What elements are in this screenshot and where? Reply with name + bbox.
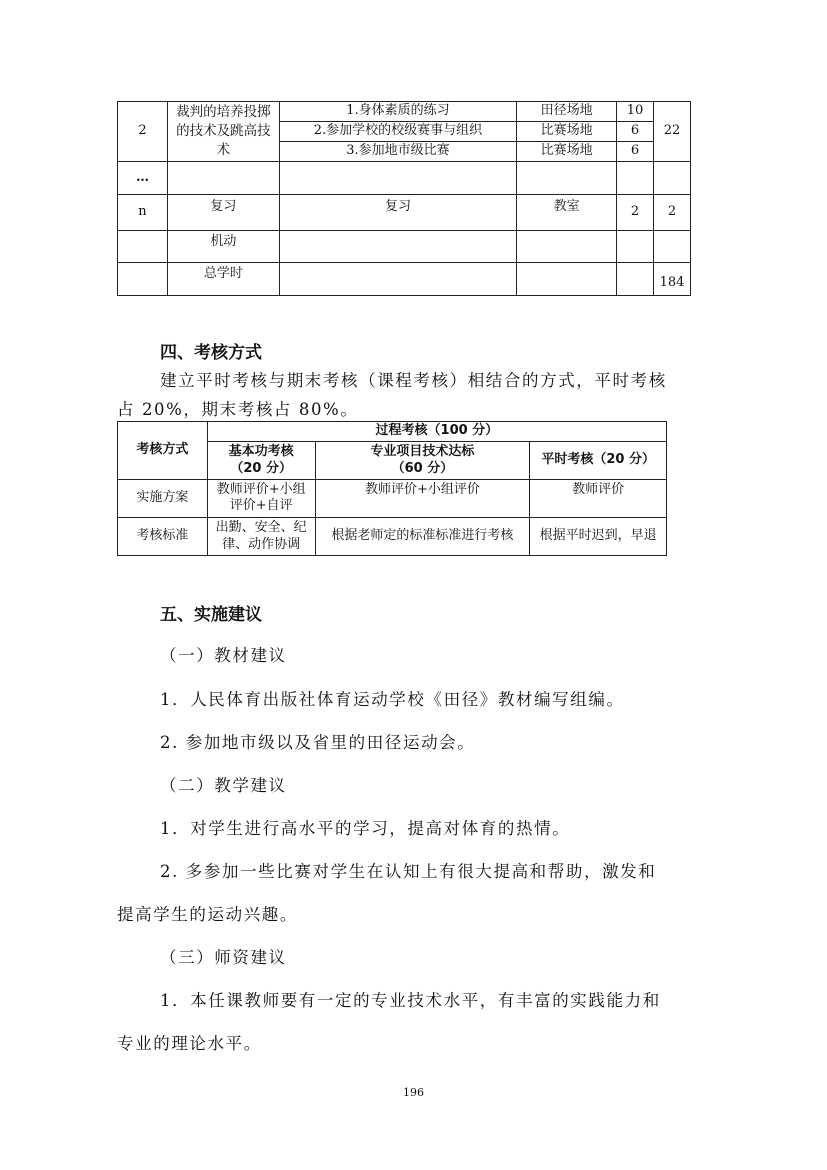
header-cell: 考核方式 [118,422,208,480]
content-cell: 1.身体素质的练习 [279,102,517,122]
paragraph-line: 提高学生的运动兴趣。 [117,905,298,924]
row-label: 实施方案 [118,480,208,518]
header-cell: 专业项目技术达标（60 分） [315,442,530,480]
total-cell [654,231,691,263]
table-row [118,422,667,442]
paragraph-line: 2. 参加地市级以及省里的田径运动会。 [160,733,476,752]
content-cell [279,231,517,263]
table-cell: 教师评价+小组评价 [315,480,530,518]
section-heading: 四、考核方式 [160,343,262,363]
hours-cell: 6 [617,122,654,142]
topic-cell: 复习 [167,195,279,231]
hours-cell: 6 [617,142,654,162]
hours-cell: 2 [617,195,654,231]
subsection-heading: （一）教材建议 [160,646,287,665]
header-cell: 基本功考核（20 分） [207,442,315,480]
table-cell: 根据平时迟到，早退 [530,518,667,556]
row-number: n [118,195,168,231]
table-cell: 教师评价+小组评价+自评 [207,480,315,518]
total-cell: 2 [654,195,691,231]
header-cell: 平时考核（20 分） [530,442,667,480]
paragraph-line: 1．人民体育出版社体育运动学校《田径》教材编写组编。 [160,690,625,709]
paragraph-line: 建立平时考核与期末考核（课程考核）相结合的方式，平时考核 [160,371,667,390]
row-label: 考核标准 [118,518,208,556]
subsection-heading: （三）师资建议 [160,948,287,967]
page-number: 196 [403,1086,424,1099]
hours-cell [617,162,654,195]
content-cell: 3.参加地市级比赛 [279,142,517,162]
place-cell [517,263,617,296]
content-cell: 复习 [279,195,517,231]
table-row [118,102,691,122]
total-cell: 22 [654,102,691,162]
subsection-heading: （二）教学建议 [160,776,287,795]
place-cell [517,231,617,263]
table-row [118,263,691,296]
total-cell [654,162,691,195]
content-cell [279,162,517,195]
place-cell: 田径场地 [517,102,617,122]
place-cell: 比赛场地 [517,122,617,142]
table-cell: 出勤、安全、纪律、动作协调 [207,518,315,556]
hours-cell: 10 [617,102,654,122]
schedule-table [117,101,691,296]
paragraph-line: 1．本任课教师要有一定的专业技术水平，有丰富的实践能力和 [160,991,661,1010]
hours-cell [617,231,654,263]
table-row [118,162,691,195]
section-heading: 五、实施建议 [160,605,262,625]
table-cell: 教师评价 [530,480,667,518]
total-cell: 184 [654,263,691,296]
table-row [118,480,667,518]
topic-cell [167,162,279,195]
hours-cell [617,263,654,296]
paragraph-line: 1．对学生进行高水平的学习，提高对体育的热情。 [160,819,571,838]
paragraph-line: 占 20%，期末考核占 80%。 [117,400,359,419]
paragraph-line: 2. 多参加一些比赛对学生在认知上有很大提高和帮助，激发和 [160,862,657,881]
row-number [118,263,168,296]
place-cell: 比赛场地 [517,142,617,162]
row-number: … [118,162,168,195]
table-row [118,518,667,556]
table-row [118,231,691,263]
content-cell: 2.参加学校的校级赛事与组织 [279,122,517,142]
row-number [118,231,168,263]
table-cell: 根据老师定的标准标准进行考核 [315,518,530,556]
assessment-table [117,421,667,556]
topic-cell: 机动 [167,231,279,263]
paragraph-line: 专业的理论水平。 [117,1034,262,1053]
header-cell: 过程考核（100 分） [207,422,666,442]
place-cell [517,162,617,195]
topic-cell: 总学时 [167,263,279,296]
table-row [118,195,691,231]
topic-cell: 裁判的培养投掷的技术及跳高技术 [167,102,279,162]
content-cell [279,263,517,296]
place-cell: 教室 [517,195,617,231]
row-number: 2 [118,102,168,162]
